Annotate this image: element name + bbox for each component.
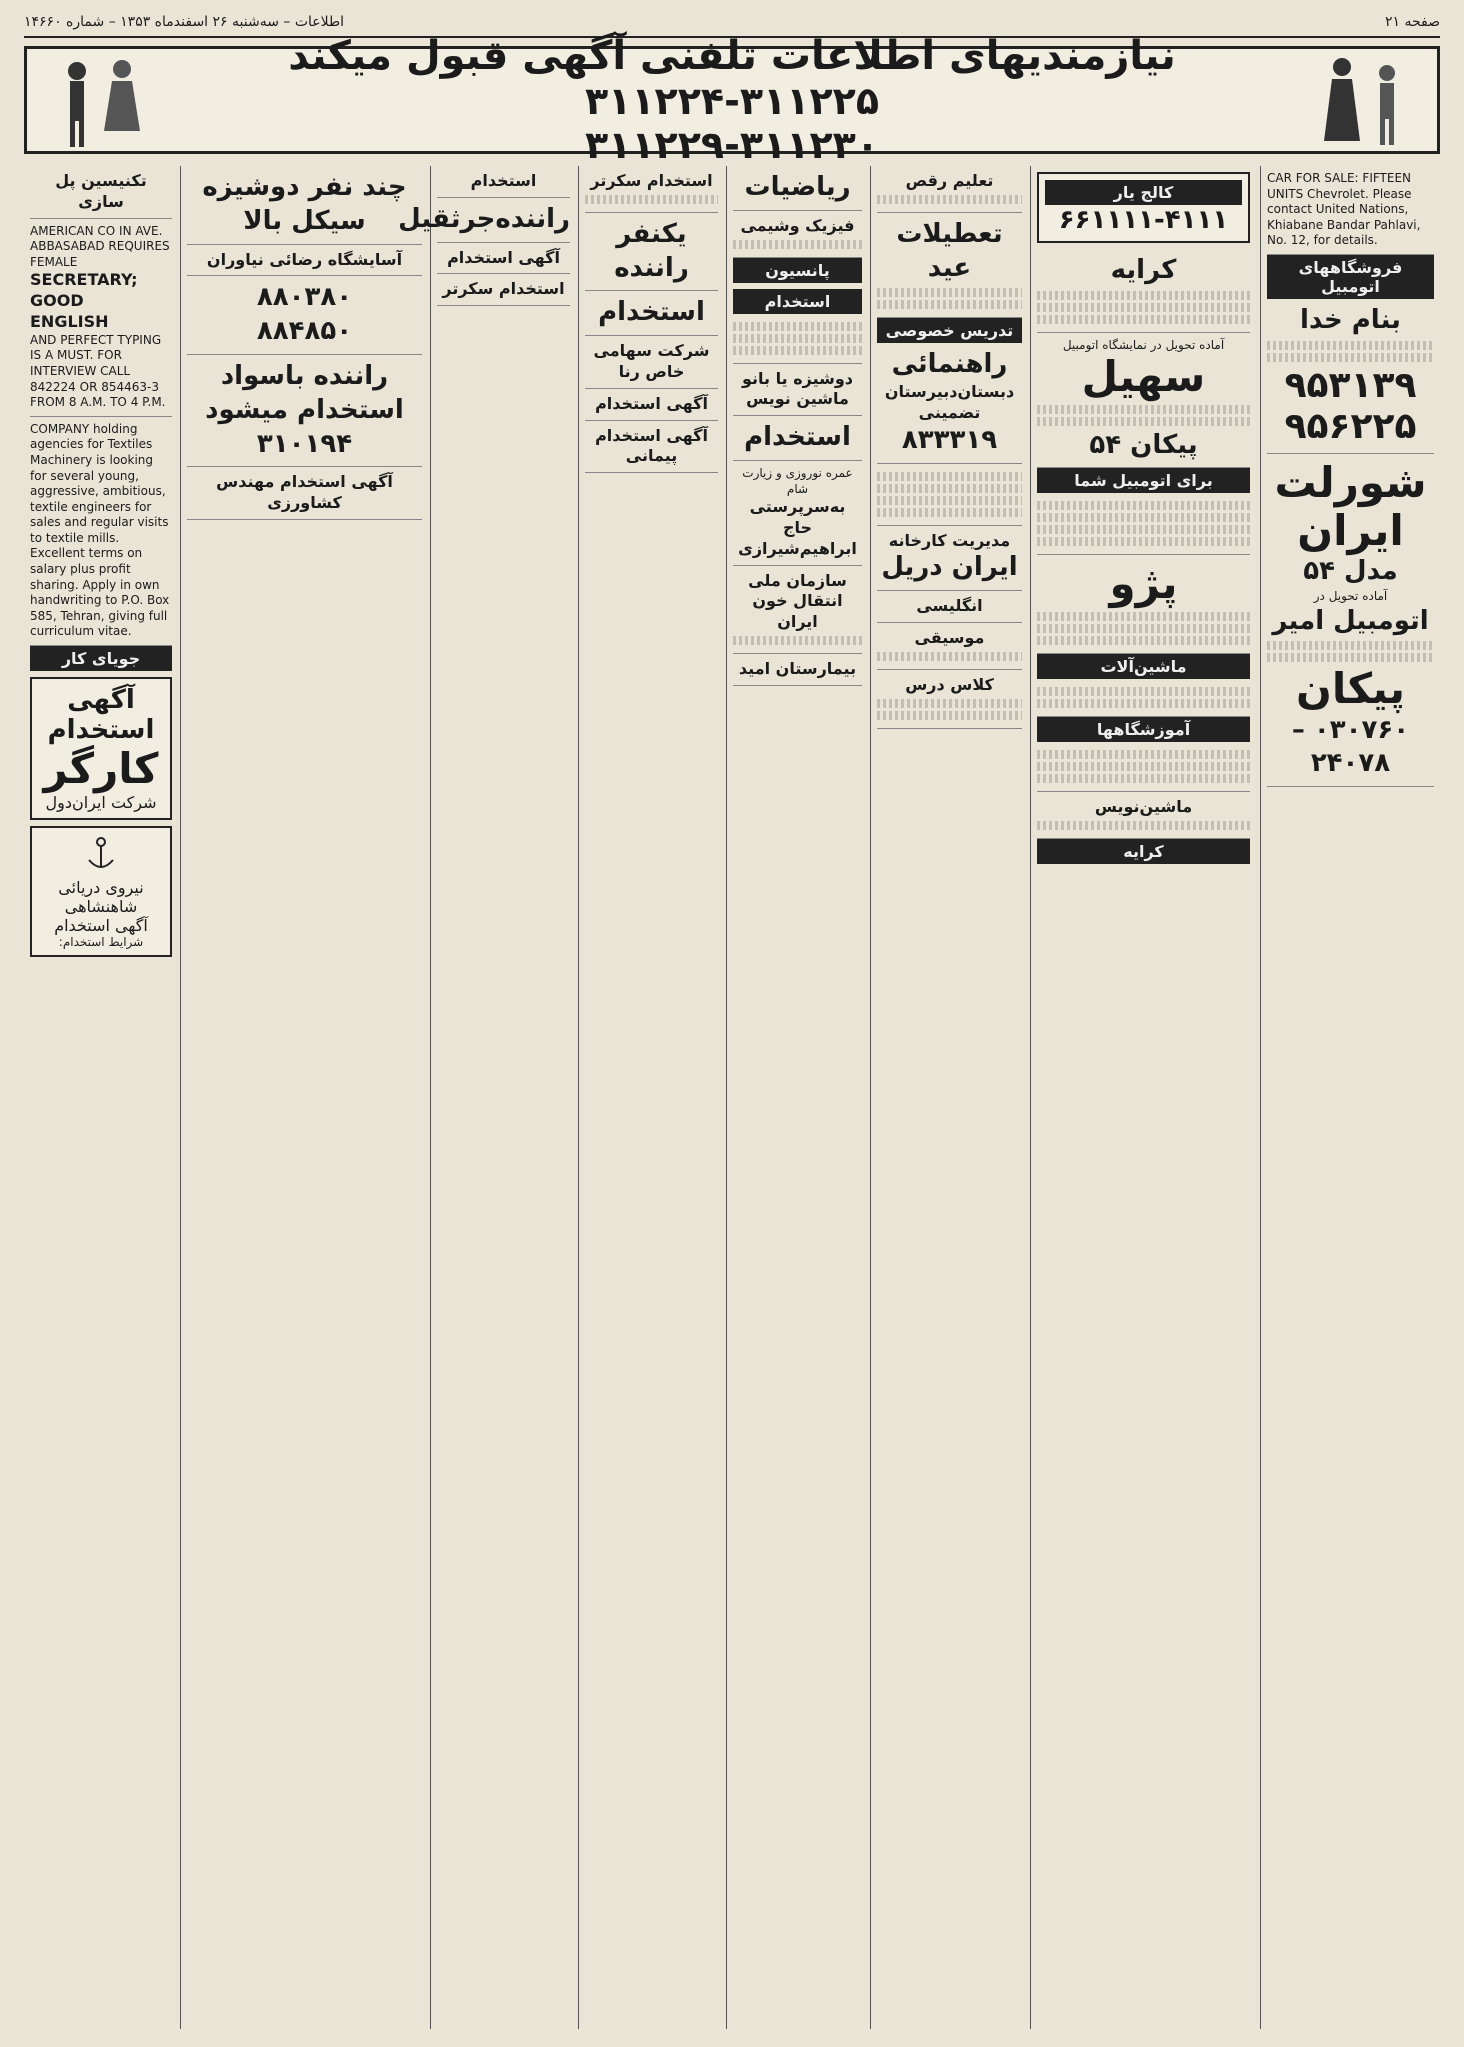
page-label: صفحه ۲۱ [1384, 14, 1440, 30]
chevrolet-ad: شورلت ایران مدل ۵۴ آماده تحویل در اتومبیل امیر پیکان ۰۳۰۷۶۰ – ۲۴۰۷۸ [1267, 454, 1434, 788]
institutes-ad [1037, 742, 1250, 792]
employment2-ad: استخدام [733, 416, 862, 461]
dance-ad: تعلیم رقص [877, 166, 1022, 213]
english-ad: انگلیسی [877, 591, 1022, 623]
column-7 [180, 166, 428, 2029]
section-cars: فروشگاههای اتومبیل [1267, 255, 1434, 299]
typist-ad: ماشین‌نویس [1037, 792, 1250, 839]
classified-banner [24, 33, 1440, 167]
guidance-ad: راهنمائی دبستان‌دبیرستان تضمینی ۸۳۳۳۱۹ [877, 343, 1022, 463]
barber-ad: آسایشگاه رضائی نیاوران [187, 245, 422, 277]
banner-headline: نیازمندیهای اطلاعات تلفنی آگهی قبول میکند [288, 33, 1176, 79]
music-ad: موسیقی [877, 623, 1022, 670]
anchor-icon [81, 834, 121, 874]
literate-driver-ad: راننده باسواد استخدام میشود ۳۱۰۱۹۴ [187, 355, 422, 467]
sohail-ad: آماده تحویل در نمایشگاه اتومبیل سهیل پیکان ۵۴ [1037, 333, 1250, 469]
holidays-ad: تعطیلات عید [877, 213, 1022, 319]
column-4 [726, 166, 868, 2029]
figures-left-illustration [27, 49, 177, 151]
column-5 [578, 166, 724, 2029]
section-employment: استخدام [733, 289, 862, 314]
ad-employment-6: آگهی استخدام [437, 243, 570, 275]
employment-ad-6: استخدام [437, 166, 570, 198]
agriculture-ad: آگهی استخدام مهندس کشاورزی [187, 467, 422, 520]
column-8 [24, 166, 178, 2029]
technician-ad: تکنیسین پل سازی [30, 166, 172, 219]
phones-ad: ۸۸۰۳۸۰ ۸۸۴۸۵۰ [187, 276, 422, 355]
section-pension: پانسیون [733, 258, 862, 283]
machines-ad [1037, 679, 1250, 717]
american-co-ad: AMERICAN CO IN AVE. ABBASABAD REQUIRES FEMALE SECRETARY; GOOD ENGLISH AND PERFECT TYPING IS A MUST. FOR INTERVIEW CALL 842224 OR 854463-3 FROM 8 A.M. TO 4 P.M. [30, 219, 172, 417]
column-1 [1260, 166, 1440, 2029]
ad-employment-5: آگهی استخدام [585, 389, 718, 421]
management-ad: مدیریت کارخانه ایران دریل [877, 526, 1022, 592]
lessons-ad [877, 464, 1022, 526]
secretary-ad: استخدام سکرتر [585, 166, 718, 213]
transfusion-ad: سازمان ملی انتقال خون ایران [733, 566, 862, 654]
section-rental: کرایه [1037, 839, 1250, 864]
column-3 [870, 166, 1028, 2029]
peymani-ad: آگهی استخدام پیمانی [585, 421, 718, 474]
column-6 [398, 166, 576, 2029]
peugeot-repair-ad: پژو [1037, 555, 1250, 653]
car-dealer-ad: بنام خدا ۹۵۳۱۳۹ ۹۵۶۲۲۵ [1267, 299, 1434, 454]
hospital-ad: بیمارستان امید [733, 654, 862, 686]
section-for-cars: برای اتومبیل شما [1037, 468, 1250, 493]
omreh-ad: عمره نوروزی و زیارت شام به‌سرپرستی حاج ابراهیم‌شیرازی [733, 461, 862, 566]
figures-right-illustration [1287, 49, 1437, 151]
secretary-ad-6: استخدام سکرتر [437, 274, 570, 306]
section-machines: ماشین‌آلات [1037, 654, 1250, 679]
textile-company-ad: COMPANY holding agencies for Textiles Machinery is looking for several young, aggressive, ambitious, textile engineers for sales and regular visits to textile mills. Excellent terms on salary plus profit sharing. Apply in own handwriting to P.O. Box 585, Tehran, giving full curriculum vitae. [30, 417, 172, 646]
college-ad: کالج یار ۶۶۱۱۱۱-۴۱۱۱ [1037, 172, 1250, 243]
driver-ad: راننده‌جرثقیل [437, 198, 570, 243]
few-girls-ad: چند نفر دوشیزه سیکل بالا [187, 166, 422, 245]
employment-ad-5: استخدام [585, 291, 718, 336]
section-institutes: آموزشگاهها [1037, 717, 1250, 742]
typist-girl-ad: دوشیزه یا بانو ماشین نویس [733, 364, 862, 417]
garage-ad [1037, 493, 1250, 555]
physics-ad: فیزیک وشیمی [733, 211, 862, 258]
banner-text [177, 33, 1287, 167]
math-ad: ریاضیات [733, 166, 862, 211]
navy-ad: نیروی دریائی شاهنشاهی آگهی استخدام شرایط استخدام: [30, 826, 172, 957]
column-2 [1030, 166, 1256, 2029]
section-job-seeker: جویای کار [30, 646, 172, 671]
class-ad: کلاس درس [877, 670, 1022, 729]
banner-phones-2: ۳۱۱۲۲۹-۳۱۱۲۳۰ [584, 123, 880, 167]
employment-ad [733, 314, 862, 364]
one-driver-ad: یکنفر راننده [585, 213, 718, 292]
worker-ad: آگهی استخدام کارگر شرکت ایران‌دول [30, 677, 172, 820]
section-private-lessons: تدریس خصوصی [877, 318, 1022, 343]
rena-ad: شرکت سهامی خاص رنا [585, 336, 718, 389]
car-sale-ad: CAR FOR SALE: FIFTEEN UNITS Chevrolet. Please contact United Nations, Khiabane Bandar Pahlavi, No. 12, for details. [1267, 166, 1434, 255]
banner-phones-1: ۳۱۱۲۲۴-۳۱۱۲۲۵ [584, 79, 880, 123]
masthead: اطلاعات – سه‌شنبه ۲۶ اسفندماه ۱۳۵۳ – شماره ۱۴۶۶۰ [24, 14, 345, 30]
rent-ad: کرایه [1037, 249, 1250, 333]
